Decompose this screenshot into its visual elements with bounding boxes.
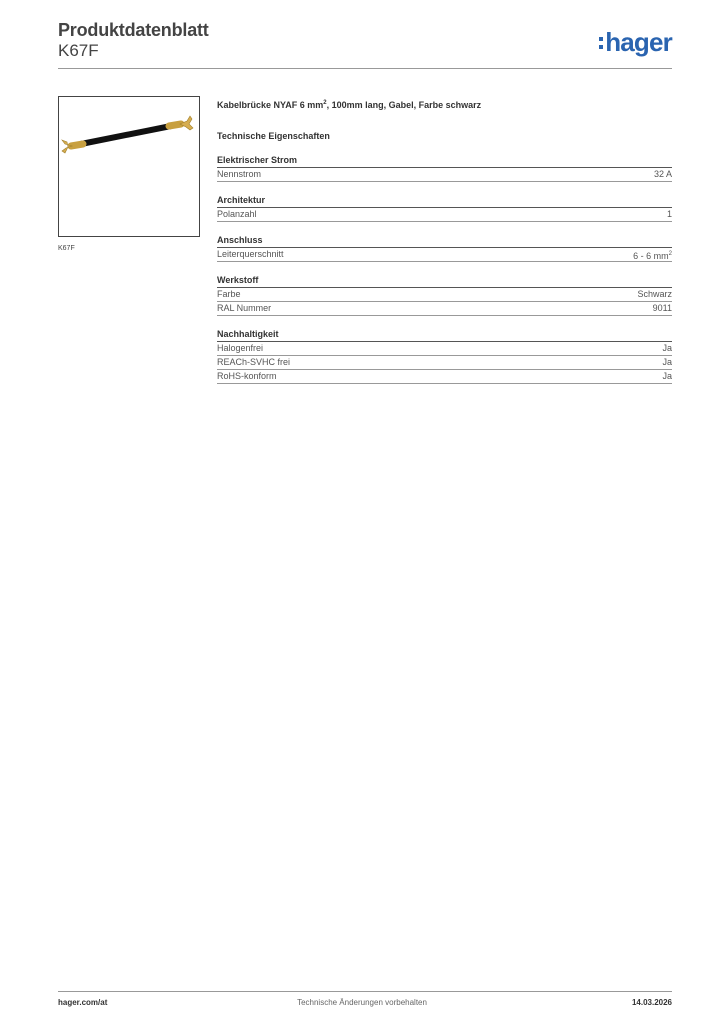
spec-value: 9011 (652, 303, 672, 313)
product-image (58, 96, 200, 237)
spec-value-wrap (633, 248, 672, 261)
spec-row (217, 248, 672, 262)
spec-value-sup: 2 (668, 251, 672, 257)
group-werkstoff (217, 274, 672, 316)
doc-title: Produktdatenblatt (58, 20, 209, 40)
spec-row (217, 168, 672, 182)
group-title: Werkstoff (217, 274, 672, 288)
section-title: Technische Eigenschaften (217, 131, 330, 141)
group-anschluss (217, 234, 672, 262)
spec-label: Halogenfrei (217, 343, 264, 353)
spec-value: Ja (662, 357, 672, 367)
spec-label: Polanzahl (217, 209, 257, 219)
product-name (217, 96, 672, 110)
spec-row (217, 208, 672, 222)
footer-divider (58, 991, 672, 992)
product-name-suffix: , 100mm lang, Gabel, Farbe schwarz (326, 100, 482, 110)
footer-website[interactable]: hager.com/at (58, 998, 108, 1007)
spec-label: RAL Nummer (217, 303, 272, 313)
group-title: Anschluss (217, 234, 672, 248)
spec-row (217, 302, 672, 316)
article-number: K67F (58, 41, 99, 60)
group-architektur (217, 194, 672, 222)
spec-value: 6 - 6 mm (633, 251, 669, 261)
spec-value: Schwarz (637, 289, 672, 299)
spec-value: Ja (662, 371, 672, 381)
spec-label: Leiterquerschnitt (217, 249, 284, 259)
spec-row (217, 288, 672, 302)
product-name-sup: 2 (323, 100, 327, 106)
spec-label: RoHS-konform (217, 371, 277, 381)
cable-bridge-fork-image (59, 97, 199, 236)
logo-wordmark: hager (605, 27, 672, 57)
spec-value: 1 (666, 209, 672, 219)
footer-date: 14.03.2026 (631, 998, 672, 1007)
group-title: Architektur (217, 194, 672, 208)
spec-content (217, 96, 672, 384)
group-title: Nachhaltigkeit (217, 328, 672, 342)
product-name-prefix: Kabelbrücke NYAF 6 mm (217, 100, 324, 110)
spec-row (217, 356, 672, 370)
image-caption: K67F (58, 245, 75, 252)
spec-label: REACh-SVHC frei (217, 357, 291, 367)
hager-logo (599, 28, 672, 56)
group-title: Elektrischer Strom (217, 154, 672, 168)
spec-row (217, 370, 672, 384)
group-elektrischer-strom (217, 154, 672, 182)
spec-label: Farbe (217, 289, 241, 299)
footer-disclaimer: Technische Änderungen vorbehalten (297, 998, 427, 1007)
spec-value: 32 A (653, 169, 672, 179)
logo-colon-icon (599, 37, 603, 49)
spec-value: Ja (662, 343, 672, 353)
spec-label: Nennstrom (217, 169, 262, 179)
header-divider (58, 68, 672, 69)
group-nachhaltigkeit (217, 328, 672, 384)
spec-row (217, 342, 672, 356)
